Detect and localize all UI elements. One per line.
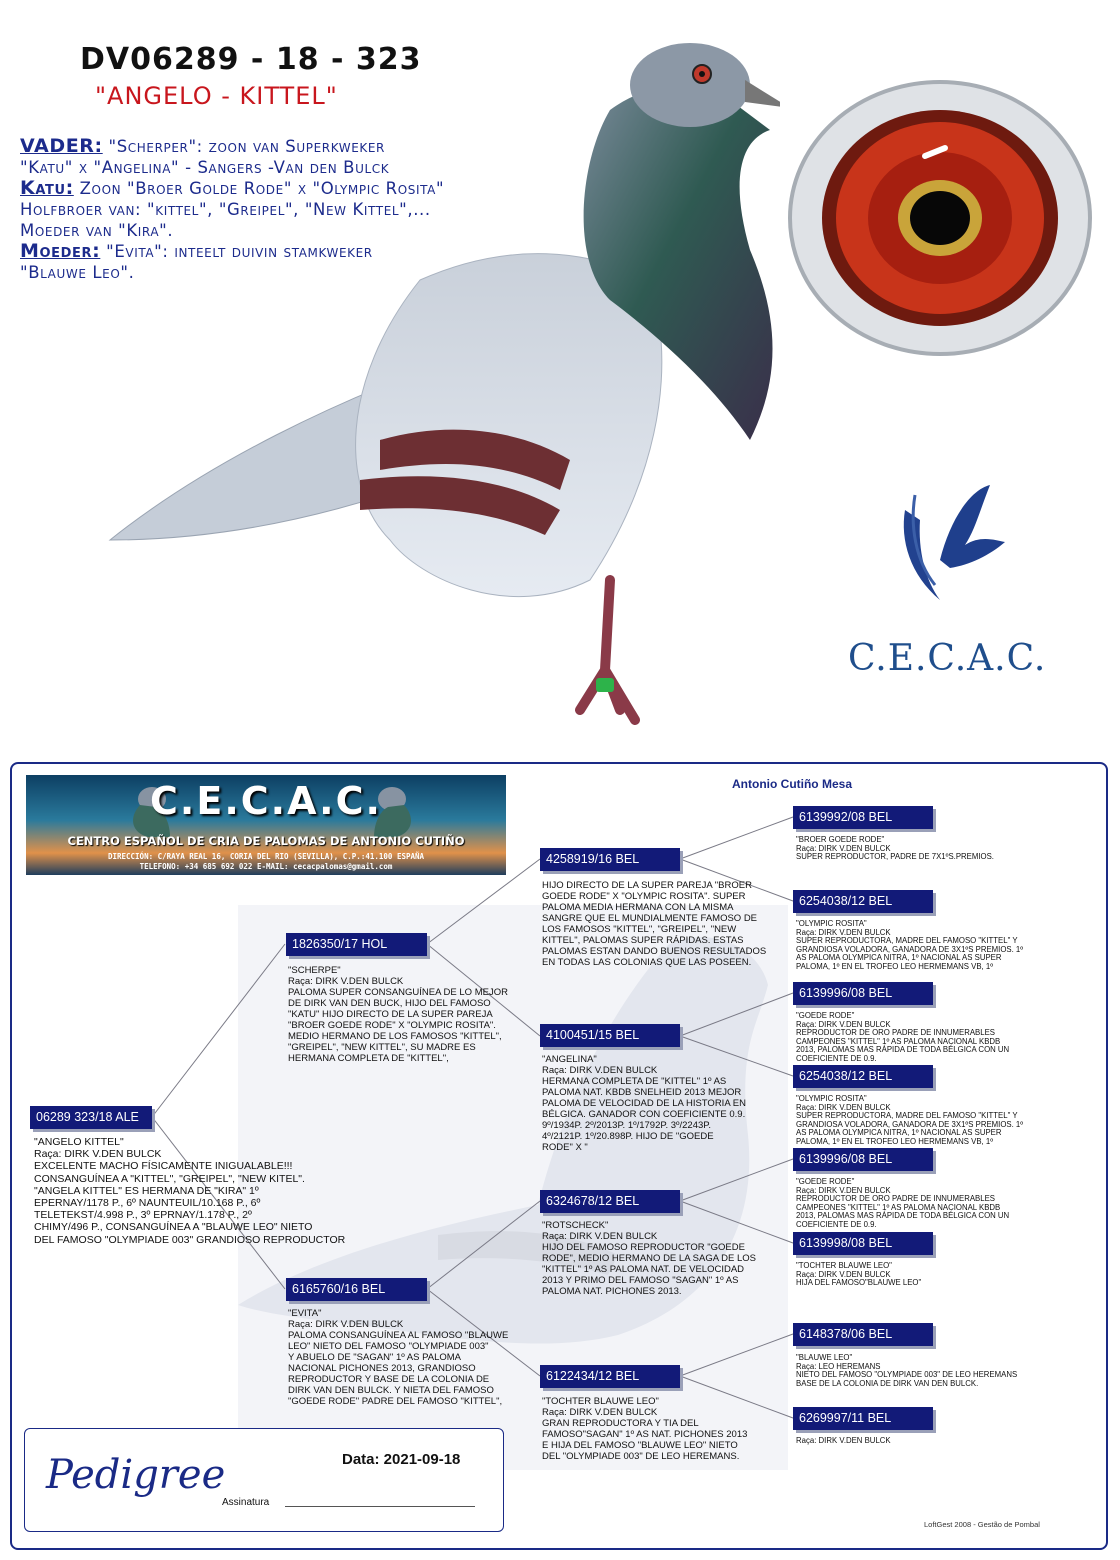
intro-line: "Katu" x "Angelina" - Sangers -Van den Bulck (20, 158, 390, 177)
intro-line: Moeder: "Evita": inteelt duivin stamkweker (20, 240, 373, 262)
sire-dam-ring-box: 4100451/15 BEL (540, 1024, 680, 1047)
cecac-banner (26, 775, 506, 875)
intro-line: "Blauwe Leo". (20, 263, 135, 282)
pedigree-script-title: Pedigree (46, 1452, 226, 1498)
dss-ring-box: 6139996/08 BEL (793, 1148, 933, 1171)
intro-line: Holfbroer van: "kittel", "Greipel", "New Kittel",... (20, 200, 431, 219)
sire-description: "SCHERPE" Raça: DIRK V.DEN BULCK PALOMA SUPER CONSANGUÍNEA DE LO MEJOR DE DIRK VAN DEN BUCK, HIJO DEL FAMOSO "KATU" HIJO DIRECTO DE LA SUPER PAREJA "BROER GOEDE RODE" X "OLYMPIC ROSITA". MEDIO HERMANO DE LOS FAMOSOS "KITTEL", "GREIPEL", "NEW KITTEL", SU MADRE ES HERMANA COMPLETA DE "KITTEL", (288, 965, 508, 1064)
subject-ring-box: 06289 323/18 ALE (30, 1106, 152, 1129)
sdd-description: "OLYMPIC ROSITA" Raça: DIRK V.DEN BULCK SUPER REPRODUCTORA, MADRE DEL FAMOSO "KITTEL" Y GRANDIOSA VOLADORA, GANADORA DE 3X1ºS PREMIOS. 1º AS PALOMA OLYMPICA NITRA, 1º NACIONAL AS SUPER PALOMA, 1º EN EL TROFEO LEO HERMEMANS VB, 1º (796, 1094, 1024, 1146)
sss-description: "BROER GOEDE RODE" Raça: DIRK V.DEN BULCK SUPER REPRODUCTOR, PADRE DE 7X1ºS.PREMIOS. (796, 835, 994, 862)
ring-number: DV06289 - 18 - 323 (80, 42, 422, 77)
ddd-ring-box: 6269997/11 BEL (793, 1407, 933, 1430)
subject-description: "ANGELO KITTEL" Raça: DIRK V.DEN BULCK EXCELENTE MACHO FÍSICAMENTE INIGUALABLE!!! CONSANGUÍNEA A "KITTEL", "GREIPEL", "NEW KITEL". "ANGELA KITTEL" ES HERMANA DE "KIRA" 1º EPERNAY/1178 P., 6º NAUNTEUIL/10.168 P., 6º TELETEKST/4.998 P., 3º EPRNAY/1.178 P., 2º CHIMY/496 P., CONSANGUÍNEA A "BLAUWE LEO" NIETO DEL FAMOSO "OLYMPIADE 003" GRANDIOSO REPRODUCTOR (34, 1136, 346, 1246)
sds-ring-box: 6139996/08 BEL (793, 982, 933, 1005)
dam-ring-box: 6165760/16 BEL (286, 1278, 427, 1301)
banner-title: C.E.C.A.C. (150, 779, 382, 823)
dam-dam-ring-box: 6122434/12 BEL (540, 1365, 680, 1388)
sire-sire-description: HIJO DIRECTO DE LA SUPER PAREJA "BROER GOEDE RODE" X "OLYMPIC ROSITA". SUPER PALOMA MEDIA HERMANA CON LA MISMA SANGRE QUE EL MUNDIALMENTE FAMOSO DE LOS FAMOSOS "KITTEL", "GREIPEL", "NEW KITTEL", PALOMAS SUPER RÁPIDAS. ESTAS PALOMAS ESTAN DANDO BUENOS RESULTADOS EN TODAS LAS COLONIAS QUE LAS POSEEN. (542, 880, 767, 968)
ddd-description: Raça: DIRK V.DEN BULCK (796, 1436, 891, 1445)
sdd-ring-box: 6254038/12 BEL (793, 1065, 933, 1088)
dss-description: "GOEDE RODE" Raça: DIRK V.DEN BULCK REPRODUCTOR DE ORO PADRE DE INNUMERABLES CAMPEONES "KITTEL" 1º AS PALOMA NACIONAL KBDB 2013, PALOMAS MAS RÁPIDA DE TODA BÉLGICA CON UN COEFICIENTE DE 0.9. (796, 1177, 1010, 1229)
dam-sire-ring-box: 6324678/12 BEL (540, 1190, 680, 1213)
signature-line[interactable] (285, 1506, 475, 1507)
pedigree-date: Data: 2021-09-18 (342, 1451, 461, 1468)
cecac-logo-text: C.E.C.A.C. (848, 638, 1047, 679)
dds-description: "BLAUWE LEO" Raça: LEO HEREMANS NIETO DEL FAMOSO "OLYMPIADE 003" DE LEO HEREMANS BASE DE LA COLONIA DE DIRK VAN DEN BULCK. (796, 1353, 1018, 1388)
sss-ring-box: 6139992/08 BEL (793, 806, 933, 829)
banner-contact: TELEFONO: +34 685 692 022 E-MAIL: cecacpalomas@gmail.com (139, 862, 393, 871)
banner-address: DIRECCIÓN: C/RAYA REAL 16, CORIA DEL RIO (SEVILLA), C.P.:41.100 ESPAÑA (107, 852, 425, 861)
ssd-ring-box: 6254038/12 BEL (793, 890, 933, 913)
dam-description: "EVITA" Raça: DIRK V.DEN BULCK PALOMA CONSANGUÍNEA AL FAMOSO "BLAUWE LEO" NIETO DEL FAMOSO "OLYMPIADE 003" Y ABUELO DE "SAGAN" 1º AS PALOMA NACIONAL PICHONES 2013, GRANDIOSO REPRODUCTOR Y BASE DE LA COLONIA DE DIRK VAN DEN BULCK. Y NIETA DEL FAMOSO "GOEDE RODE" PADRE DEL FAMOSO "KITTEL", (288, 1308, 509, 1407)
ssd-description: "OLYMPIC ROSITA" Raça: DIRK V.DEN BULCK SUPER REPRODUCTORA, MADRE DEL FAMOSO "KITTEL" Y GRANDIOSA VOLADORA, GANADORA DE 3X1ºS PREMIOS. 1º AS PALOMA OLYMPICA NITRA, 1º NACIONAL AS SUPER PALOMA, 1º EN EL TROFEO LEO HERMEMANS VB, 1º (796, 919, 1024, 971)
dsd-ring-box: 6139998/08 BEL (793, 1232, 933, 1255)
banner-subtitle: CENTRO ESPAÑOL DE CRIA DE PALOMAS DE ANTONIO CUTIÑO (67, 834, 465, 848)
intro-line: Moeder van "Kira". (20, 221, 174, 240)
signature-label: Assinatura (222, 1497, 270, 1508)
dsd-description: "TOCHTER BLAUWE LEO" Raça: DIRK V.DEN BULCK HIJA DEL FAMOSO"BLAUWE LEO" (796, 1261, 922, 1288)
sire-dam-description: "ANGELINA" Raça: DIRK V.DEN BULCK HERMANA COMPLETA DE "KITTEL" 1º AS PALOMA NAT. KBDB SNELHEID 2013 MEJOR PALOMA DE VELOCIDAD DE LA HISTORIA EN BÉLGICA. GANADOR CON COEFICIENTE 0.9. 9º/1934P. 2º/2013P. 1º/1792P. 3º/2243P. 4º/2121P. 1º/20.898P. HIJO DE "GOEDE RODE" X " (542, 1054, 746, 1153)
software-footer: LoftGest 2008 - Gestão de Pombal (924, 1520, 1040, 1529)
owner-name: Antonio Cutiño Mesa (732, 777, 852, 791)
sire-ring-box: 1826350/17 HOL (286, 933, 427, 956)
dam-sire-description: "ROTSCHECK" Raça: DIRK V.DEN BULCK HIJO DEL FAMOSO REPRODUCTOR "GOEDE RODE", MEDIO HERMANO DE LA SAGA DE LOS "KITTEL" 1º AS PALOMA NAT. DE VELOCIDAD 2013 Y PRIMO DEL FAMOSO "SAGAN" 1º AS PALOMA NAT. PICHONES 2013. (542, 1220, 757, 1297)
bird-name: "ANGELO - KITTEL" (95, 82, 338, 110)
intro-line: VADER: "Scherper": zoon van Superkweker (20, 135, 385, 157)
intro-line: Katu: Zoon "Broer Golde Rode" x "Olympic Rosita" (20, 177, 445, 199)
dds-ring-box: 6148378/06 BEL (793, 1323, 933, 1346)
sds-description: "GOEDE RODE" Raça: DIRK V.DEN BULCK REPRODUCTOR DE ORO PADRE DE INNUMERABLES CAMPEONES "KITTEL" 1º AS PALOMA NACIONAL KBDB 2013, PALOMAS MAS RÁPIDA DE TODA BÉLGICA CON UN COEFICIENTE DE 0.9. (796, 1011, 1010, 1063)
dam-dam-description: "TOCHTER BLAUWE LEO" Raça: DIRK V.DEN BULCK GRAN REPRODUCTORA Y TIA DEL FAMOSO"SAGAN" 1º AS NAT. PICHONES 2013 E HIJA DEL FAMOSO "BLAUWE LEO" NIETO DEL "OLYMPIADE 003" DE LEO HEREMANS. (542, 1396, 748, 1462)
sire-sire-ring-box: 4258919/16 BEL (540, 848, 680, 871)
